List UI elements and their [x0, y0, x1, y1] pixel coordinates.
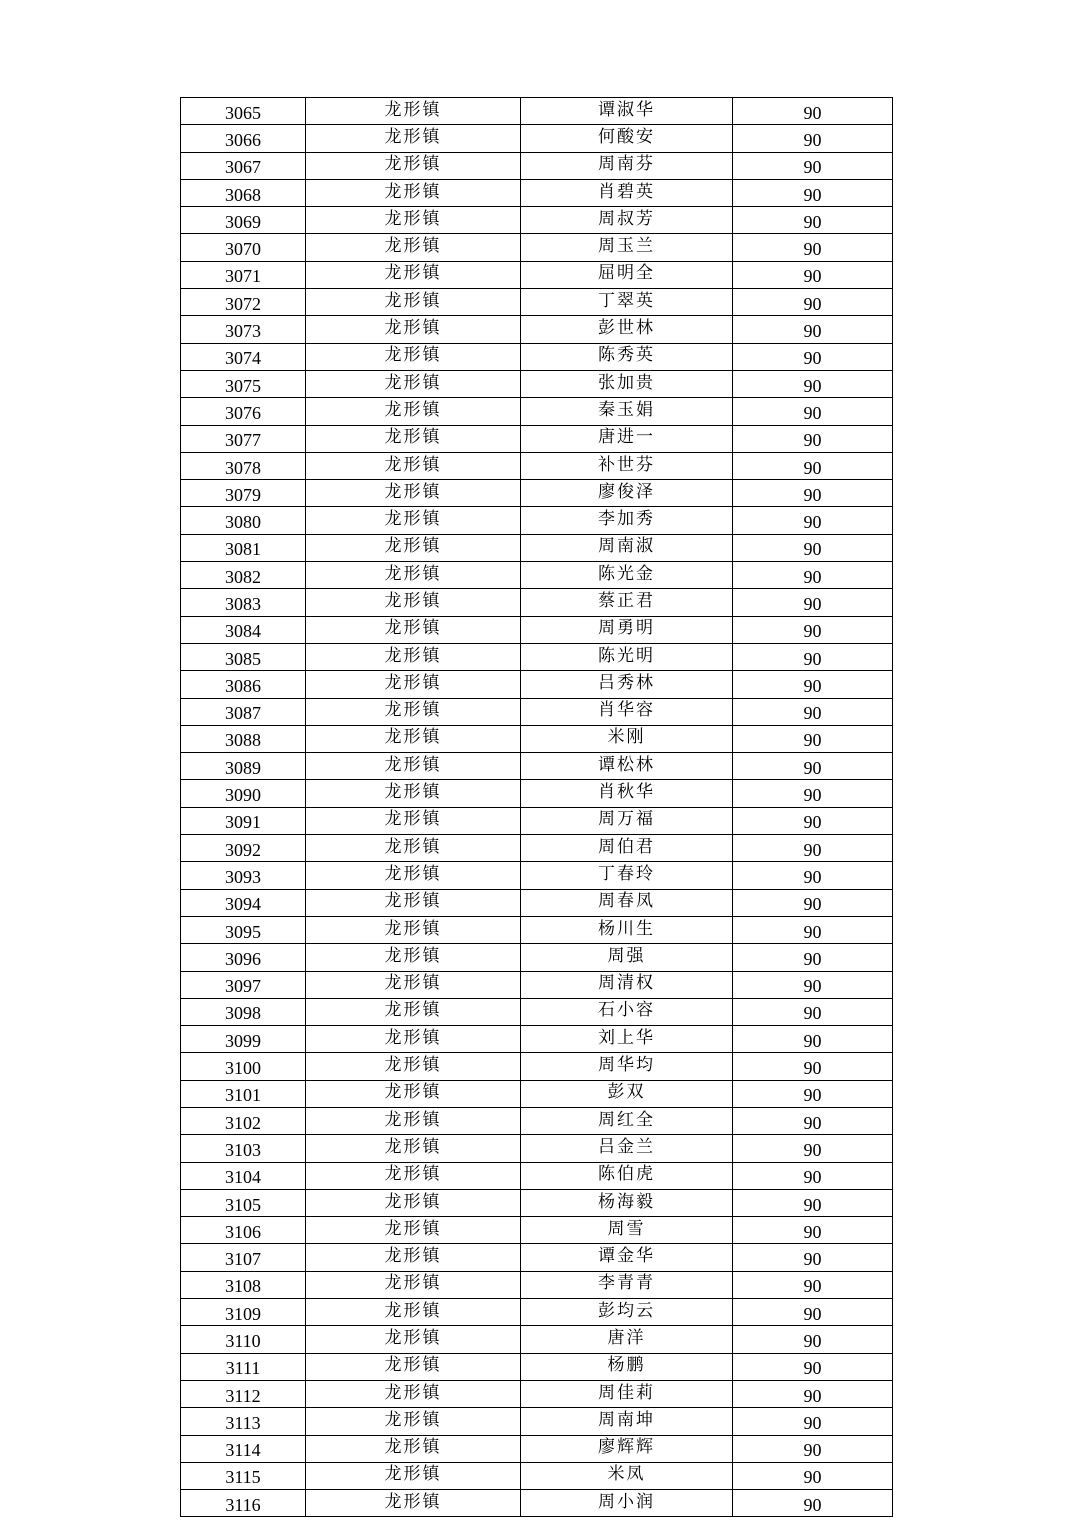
- row-number-cell: 3108: [181, 1271, 306, 1298]
- score-cell: 90: [733, 725, 893, 752]
- table-row: [181, 1080, 893, 1107]
- score-cell: 90: [733, 671, 893, 698]
- table-row: [181, 1299, 893, 1326]
- score-cell: 90: [733, 1026, 893, 1053]
- person-name-cell: 丁翠英: [521, 289, 733, 316]
- person-name-cell: 张加贵: [521, 370, 733, 397]
- table-row: [181, 207, 893, 234]
- person-name-cell: 吕金兰: [521, 1135, 733, 1162]
- table-row: [181, 1435, 893, 1462]
- person-name-cell: 周佳莉: [521, 1380, 733, 1407]
- table-row: [181, 1244, 893, 1271]
- row-number-cell: 3111: [181, 1353, 306, 1380]
- score-cell: 90: [733, 643, 893, 670]
- town-cell: 龙形镇: [306, 671, 521, 698]
- town-cell: 龙形镇: [306, 780, 521, 807]
- person-name-cell: 周勇明: [521, 616, 733, 643]
- row-number-cell: 3080: [181, 507, 306, 534]
- score-cell: 90: [733, 1162, 893, 1189]
- person-name-cell: 肖秋华: [521, 780, 733, 807]
- person-name-cell: 陈伯虎: [521, 1162, 733, 1189]
- table-row: [181, 616, 893, 643]
- town-cell: 龙形镇: [306, 807, 521, 834]
- person-name-cell: 补世芬: [521, 452, 733, 479]
- row-number-cell: 3113: [181, 1408, 306, 1435]
- person-name-cell: 谭松林: [521, 753, 733, 780]
- table-row: [181, 1217, 893, 1244]
- table-row: [181, 1053, 893, 1080]
- score-cell: 90: [733, 125, 893, 152]
- person-name-cell: 周强: [521, 944, 733, 971]
- score-cell: 90: [733, 944, 893, 971]
- row-number-cell: 3103: [181, 1135, 306, 1162]
- town-cell: 龙形镇: [306, 1408, 521, 1435]
- person-name-cell: 米刚: [521, 725, 733, 752]
- table-row: [181, 1326, 893, 1353]
- row-number-cell: 3070: [181, 234, 306, 261]
- row-number-cell: 3097: [181, 971, 306, 998]
- person-name-cell: 周红全: [521, 1107, 733, 1134]
- person-name-cell: 周南芬: [521, 152, 733, 179]
- row-number-cell: 3096: [181, 944, 306, 971]
- table-row: [181, 398, 893, 425]
- score-cell: 90: [733, 562, 893, 589]
- score-cell: 90: [733, 480, 893, 507]
- town-cell: 龙形镇: [306, 835, 521, 862]
- score-cell: 90: [733, 1135, 893, 1162]
- table-row: [181, 507, 893, 534]
- table-row: [181, 1462, 893, 1489]
- table-row: [181, 971, 893, 998]
- town-cell: 龙形镇: [306, 1217, 521, 1244]
- person-name-cell: 周叔芳: [521, 207, 733, 234]
- row-number-cell: 3076: [181, 398, 306, 425]
- person-name-cell: 陈光明: [521, 643, 733, 670]
- town-cell: 龙形镇: [306, 480, 521, 507]
- person-name-cell: 周南淑: [521, 534, 733, 561]
- town-cell: 龙形镇: [306, 1080, 521, 1107]
- row-number-cell: 3081: [181, 534, 306, 561]
- row-number-cell: 3109: [181, 1299, 306, 1326]
- table-row: [181, 862, 893, 889]
- row-number-cell: 3067: [181, 152, 306, 179]
- row-number-cell: 3098: [181, 998, 306, 1025]
- score-cell: 90: [733, 1462, 893, 1489]
- town-cell: 龙形镇: [306, 179, 521, 206]
- row-number-cell: 3069: [181, 207, 306, 234]
- table-row: [181, 589, 893, 616]
- row-number-cell: 3094: [181, 889, 306, 916]
- score-cell: 90: [733, 507, 893, 534]
- score-cell: 90: [733, 862, 893, 889]
- score-cell: 90: [733, 1189, 893, 1216]
- town-cell: 龙形镇: [306, 971, 521, 998]
- score-cell: 90: [733, 835, 893, 862]
- score-cell: 90: [733, 343, 893, 370]
- town-cell: 龙形镇: [306, 1053, 521, 1080]
- row-number-cell: 3105: [181, 1189, 306, 1216]
- town-cell: 龙形镇: [306, 534, 521, 561]
- table-row: [181, 725, 893, 752]
- row-number-cell: 3095: [181, 916, 306, 943]
- town-cell: 龙形镇: [306, 589, 521, 616]
- row-number-cell: 3074: [181, 343, 306, 370]
- person-name-cell: 周玉兰: [521, 234, 733, 261]
- score-cell: 90: [733, 1217, 893, 1244]
- row-number-cell: 3099: [181, 1026, 306, 1053]
- row-number-cell: 3084: [181, 616, 306, 643]
- score-cell: 90: [733, 1271, 893, 1298]
- table-row: [181, 179, 893, 206]
- row-number-cell: 3065: [181, 98, 306, 125]
- town-cell: 龙形镇: [306, 452, 521, 479]
- town-cell: 龙形镇: [306, 1189, 521, 1216]
- person-name-cell: 杨鹏: [521, 1353, 733, 1380]
- row-number-cell: 3082: [181, 562, 306, 589]
- score-cell: 90: [733, 1490, 893, 1517]
- person-name-cell: 吕秀林: [521, 671, 733, 698]
- town-cell: 龙形镇: [306, 1462, 521, 1489]
- town-cell: 龙形镇: [306, 1107, 521, 1134]
- row-number-cell: 3079: [181, 480, 306, 507]
- table-row: [181, 125, 893, 152]
- score-cell: 90: [733, 370, 893, 397]
- row-number-cell: 3114: [181, 1435, 306, 1462]
- person-name-cell: 杨海毅: [521, 1189, 733, 1216]
- person-name-cell: 谭淑华: [521, 98, 733, 125]
- score-cell: 90: [733, 753, 893, 780]
- person-name-cell: 唐进一: [521, 425, 733, 452]
- table-row: [181, 261, 893, 288]
- table-row: [181, 1026, 893, 1053]
- town-cell: 龙形镇: [306, 1026, 521, 1053]
- score-cell: 90: [733, 289, 893, 316]
- person-name-cell: 唐洋: [521, 1326, 733, 1353]
- table-row: [181, 316, 893, 343]
- score-cell: 90: [733, 316, 893, 343]
- person-name-cell: 陈秀英: [521, 343, 733, 370]
- row-number-cell: 3089: [181, 753, 306, 780]
- town-cell: 龙形镇: [306, 398, 521, 425]
- town-cell: 龙形镇: [306, 562, 521, 589]
- town-cell: 龙形镇: [306, 889, 521, 916]
- table-row: [181, 944, 893, 971]
- score-cell: 90: [733, 152, 893, 179]
- row-number-cell: 3085: [181, 643, 306, 670]
- row-number-cell: 3073: [181, 316, 306, 343]
- row-number-cell: 3090: [181, 780, 306, 807]
- person-name-cell: 廖辉辉: [521, 1435, 733, 1462]
- row-number-cell: 3112: [181, 1380, 306, 1407]
- person-name-cell: 何酸安: [521, 125, 733, 152]
- person-name-cell: 周华均: [521, 1053, 733, 1080]
- table-row: [181, 916, 893, 943]
- person-name-cell: 蔡正君: [521, 589, 733, 616]
- table-row: [181, 807, 893, 834]
- table-row: [181, 835, 893, 862]
- table-row: [181, 1271, 893, 1298]
- score-cell: 90: [733, 98, 893, 125]
- data-table: [180, 97, 893, 1517]
- person-name-cell: 米凤: [521, 1462, 733, 1489]
- person-name-cell: 周万福: [521, 807, 733, 834]
- row-number-cell: 3092: [181, 835, 306, 862]
- town-cell: 龙形镇: [306, 507, 521, 534]
- table-row: [181, 671, 893, 698]
- person-name-cell: 周雪: [521, 1217, 733, 1244]
- town-cell: 龙形镇: [306, 234, 521, 261]
- score-cell: 90: [733, 398, 893, 425]
- town-cell: 龙形镇: [306, 616, 521, 643]
- row-number-cell: 3107: [181, 1244, 306, 1271]
- town-cell: 龙形镇: [306, 1435, 521, 1462]
- row-number-cell: 3083: [181, 589, 306, 616]
- person-name-cell: 李青青: [521, 1271, 733, 1298]
- table-row: [181, 534, 893, 561]
- town-cell: 龙形镇: [306, 1135, 521, 1162]
- table-row: [181, 998, 893, 1025]
- row-number-cell: 3101: [181, 1080, 306, 1107]
- table-row: [181, 698, 893, 725]
- person-name-cell: 彭均云: [521, 1299, 733, 1326]
- town-cell: 龙形镇: [306, 316, 521, 343]
- town-cell: 龙形镇: [306, 289, 521, 316]
- row-number-cell: 3116: [181, 1490, 306, 1517]
- score-cell: 90: [733, 780, 893, 807]
- town-cell: 龙形镇: [306, 370, 521, 397]
- score-cell: 90: [733, 589, 893, 616]
- town-cell: 龙形镇: [306, 698, 521, 725]
- score-cell: 90: [733, 425, 893, 452]
- table-row: [181, 889, 893, 916]
- town-cell: 龙形镇: [306, 1162, 521, 1189]
- score-cell: 90: [733, 1326, 893, 1353]
- person-name-cell: 周南坤: [521, 1408, 733, 1435]
- person-name-cell: 杨川生: [521, 916, 733, 943]
- score-cell: 90: [733, 1353, 893, 1380]
- table-row: [181, 425, 893, 452]
- person-name-cell: 周伯君: [521, 835, 733, 862]
- town-cell: 龙形镇: [306, 425, 521, 452]
- town-cell: 龙形镇: [306, 1299, 521, 1326]
- person-name-cell: 周清权: [521, 971, 733, 998]
- score-cell: 90: [733, 452, 893, 479]
- score-cell: 90: [733, 179, 893, 206]
- row-number-cell: 3072: [181, 289, 306, 316]
- town-cell: 龙形镇: [306, 1326, 521, 1353]
- row-number-cell: 3086: [181, 671, 306, 698]
- score-cell: 90: [733, 971, 893, 998]
- score-cell: 90: [733, 1380, 893, 1407]
- table-body: [181, 98, 893, 1517]
- town-cell: 龙形镇: [306, 916, 521, 943]
- person-name-cell: 彭世林: [521, 316, 733, 343]
- table-row: [181, 780, 893, 807]
- score-cell: 90: [733, 1107, 893, 1134]
- score-cell: 90: [733, 1053, 893, 1080]
- score-cell: 90: [733, 889, 893, 916]
- row-number-cell: 3066: [181, 125, 306, 152]
- score-cell: 90: [733, 916, 893, 943]
- row-number-cell: 3075: [181, 370, 306, 397]
- town-cell: 龙形镇: [306, 1380, 521, 1407]
- table-row: [181, 480, 893, 507]
- row-number-cell: 3106: [181, 1217, 306, 1244]
- table-row: [181, 753, 893, 780]
- score-cell: 90: [733, 998, 893, 1025]
- score-cell: 90: [733, 1408, 893, 1435]
- score-cell: 90: [733, 1244, 893, 1271]
- town-cell: 龙形镇: [306, 944, 521, 971]
- town-cell: 龙形镇: [306, 1490, 521, 1517]
- row-number-cell: 3100: [181, 1053, 306, 1080]
- town-cell: 龙形镇: [306, 1271, 521, 1298]
- row-number-cell: 3110: [181, 1326, 306, 1353]
- person-name-cell: 刘上华: [521, 1026, 733, 1053]
- table-row: [181, 1408, 893, 1435]
- person-name-cell: 彭双: [521, 1080, 733, 1107]
- row-number-cell: 3077: [181, 425, 306, 452]
- town-cell: 龙形镇: [306, 753, 521, 780]
- score-cell: 90: [733, 1435, 893, 1462]
- person-name-cell: 周小润: [521, 1490, 733, 1517]
- table-row: [181, 1380, 893, 1407]
- town-cell: 龙形镇: [306, 998, 521, 1025]
- town-cell: 龙形镇: [306, 862, 521, 889]
- table-row: [181, 452, 893, 479]
- person-name-cell: 周春凤: [521, 889, 733, 916]
- score-cell: 90: [733, 261, 893, 288]
- town-cell: 龙形镇: [306, 152, 521, 179]
- town-cell: 龙形镇: [306, 1244, 521, 1271]
- person-name-cell: 屈明全: [521, 261, 733, 288]
- town-cell: 龙形镇: [306, 261, 521, 288]
- row-number-cell: 3104: [181, 1162, 306, 1189]
- town-cell: 龙形镇: [306, 125, 521, 152]
- score-cell: 90: [733, 1299, 893, 1326]
- town-cell: 龙形镇: [306, 643, 521, 670]
- table-row: [181, 1490, 893, 1517]
- table-row: [181, 1107, 893, 1134]
- table-row: [181, 370, 893, 397]
- person-name-cell: 石小容: [521, 998, 733, 1025]
- person-name-cell: 谭金华: [521, 1244, 733, 1271]
- person-name-cell: 肖华容: [521, 698, 733, 725]
- table-row: [181, 1189, 893, 1216]
- row-number-cell: 3071: [181, 261, 306, 288]
- row-number-cell: 3093: [181, 862, 306, 889]
- score-cell: 90: [733, 207, 893, 234]
- score-cell: 90: [733, 807, 893, 834]
- row-number-cell: 3068: [181, 179, 306, 206]
- row-number-cell: 3088: [181, 725, 306, 752]
- score-cell: 90: [733, 1080, 893, 1107]
- person-name-cell: 肖碧英: [521, 179, 733, 206]
- table-row: [181, 643, 893, 670]
- score-cell: 90: [733, 234, 893, 261]
- row-number-cell: 3078: [181, 452, 306, 479]
- town-cell: 龙形镇: [306, 1353, 521, 1380]
- row-number-cell: 3087: [181, 698, 306, 725]
- town-cell: 龙形镇: [306, 98, 521, 125]
- table-row: [181, 1135, 893, 1162]
- table-row: [181, 152, 893, 179]
- town-cell: 龙形镇: [306, 207, 521, 234]
- table-row: [181, 1162, 893, 1189]
- table-row: [181, 98, 893, 125]
- person-name-cell: 秦玉娟: [521, 398, 733, 425]
- table-row: [181, 234, 893, 261]
- row-number-cell: 3115: [181, 1462, 306, 1489]
- table-row: [181, 1353, 893, 1380]
- table-row: [181, 289, 893, 316]
- person-name-cell: 陈光金: [521, 562, 733, 589]
- row-number-cell: 3091: [181, 807, 306, 834]
- town-cell: 龙形镇: [306, 343, 521, 370]
- score-cell: 90: [733, 616, 893, 643]
- person-name-cell: 廖俊泽: [521, 480, 733, 507]
- person-name-cell: 丁春玲: [521, 862, 733, 889]
- row-number-cell: 3102: [181, 1107, 306, 1134]
- score-cell: 90: [733, 534, 893, 561]
- score-cell: 90: [733, 698, 893, 725]
- table-row: [181, 343, 893, 370]
- person-name-cell: 李加秀: [521, 507, 733, 534]
- table-row: [181, 562, 893, 589]
- town-cell: 龙形镇: [306, 725, 521, 752]
